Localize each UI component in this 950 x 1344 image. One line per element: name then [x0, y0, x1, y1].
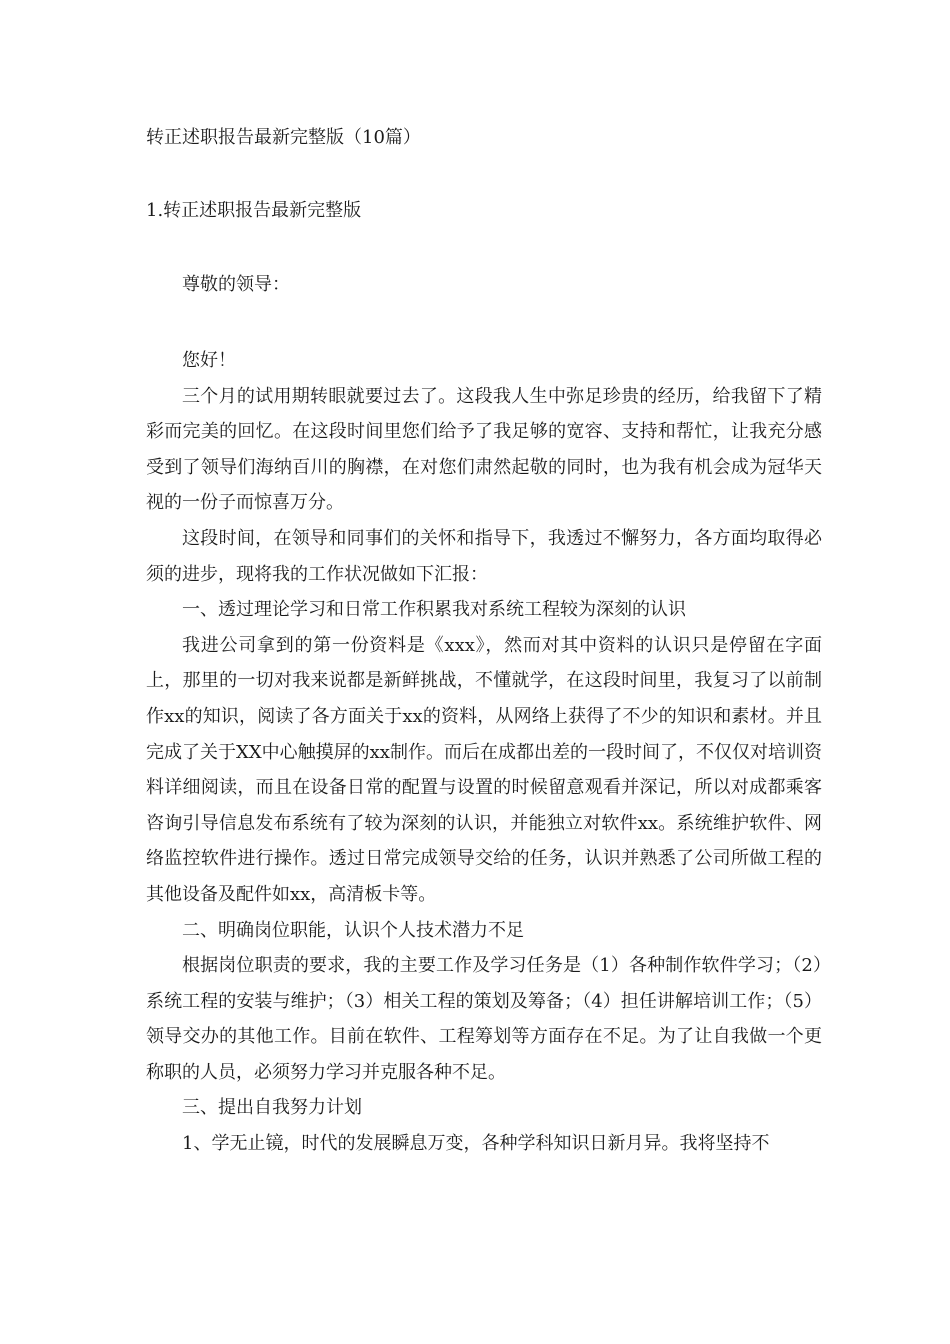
section-heading: 1.转正述职报告最新完整版: [146, 200, 362, 221]
document-title: 转正述职报告最新完整版（10篇）: [146, 127, 421, 148]
section-heading: 二、明确岗位职能，认识个人技术潜力不足: [182, 919, 524, 941]
body-paragraph: 三个月的试用期转眼就要过去了。这段我人生中弥足珍贵的经历，给我留下了精彩而完美的回忆。在这段时间里您们给予了我足够的宽容、支持和帮忙，让我充分感受到了领导们海纳百川的胸襟，在对您们肃然起敬的同时，也为我有机会成为冠华天视的一份子而惊喜万分。: [146, 385, 822, 514]
salutation: 尊敬的领导：: [182, 274, 290, 295]
greeting-paragraph: 您好！: [182, 350, 236, 371]
document-body: [146, 343, 822, 1162]
body-paragraph: 1、学无止镜，时代的发展瞬息万变，各种学科知识日新月异。我将坚持不: [182, 1133, 770, 1155]
body-paragraph: 我进公司拿到的第一份资料是《xxx》，然而对其中资料的认识只是停留在字面上，那里的一切对我来说都是新鲜挑战，不懂就学，在这段时间里，我复习了以前制作xx的知识，阅读了各方面关于xx的资料，从网络上获得了不少的知识和素材。并且完成了关于XX中心触摸屏的xx制作。而后在成都出差的一段时间了，不仅仅对培训资料详细阅读，而且在设备日常的配置与设置的时候留意观看并深记，所以对成都乘客咨询引导信息发布系统有了较为深刻的认识，并能独立对软件xx。系统维护软件、网络监控软件进行操作。透过日常完成领导交给的任务，认识并熟悉了公司所做工程的其他设备及配件如xx，高清板卡等。: [146, 634, 822, 905]
body-paragraph: 这段时间，在领导和同事们的关怀和指导下，我透过不懈努力，各方面均取得必须的进步，现将我的工作状况做如下汇报：: [146, 527, 822, 585]
section-heading: 一、透过理论学习和日常工作积累我对系统工程较为深刻的认识: [182, 599, 686, 621]
body-paragraph: 根据岗位职责的要求，我的主要工作及学习任务是（1）各种制作软件学习；（2）系统工程的安装与维护；（3）相关工程的策划及筹备；（4）担任讲解培训工作；（5）领导交办的其他工作。目前在软件、工程筹划等方面存在不足。为了让自我做一个更称职的人员，必须努力学习并克服各种不足。: [146, 955, 822, 1083]
section-heading: 三、提出自我努力计划: [182, 1097, 362, 1119]
